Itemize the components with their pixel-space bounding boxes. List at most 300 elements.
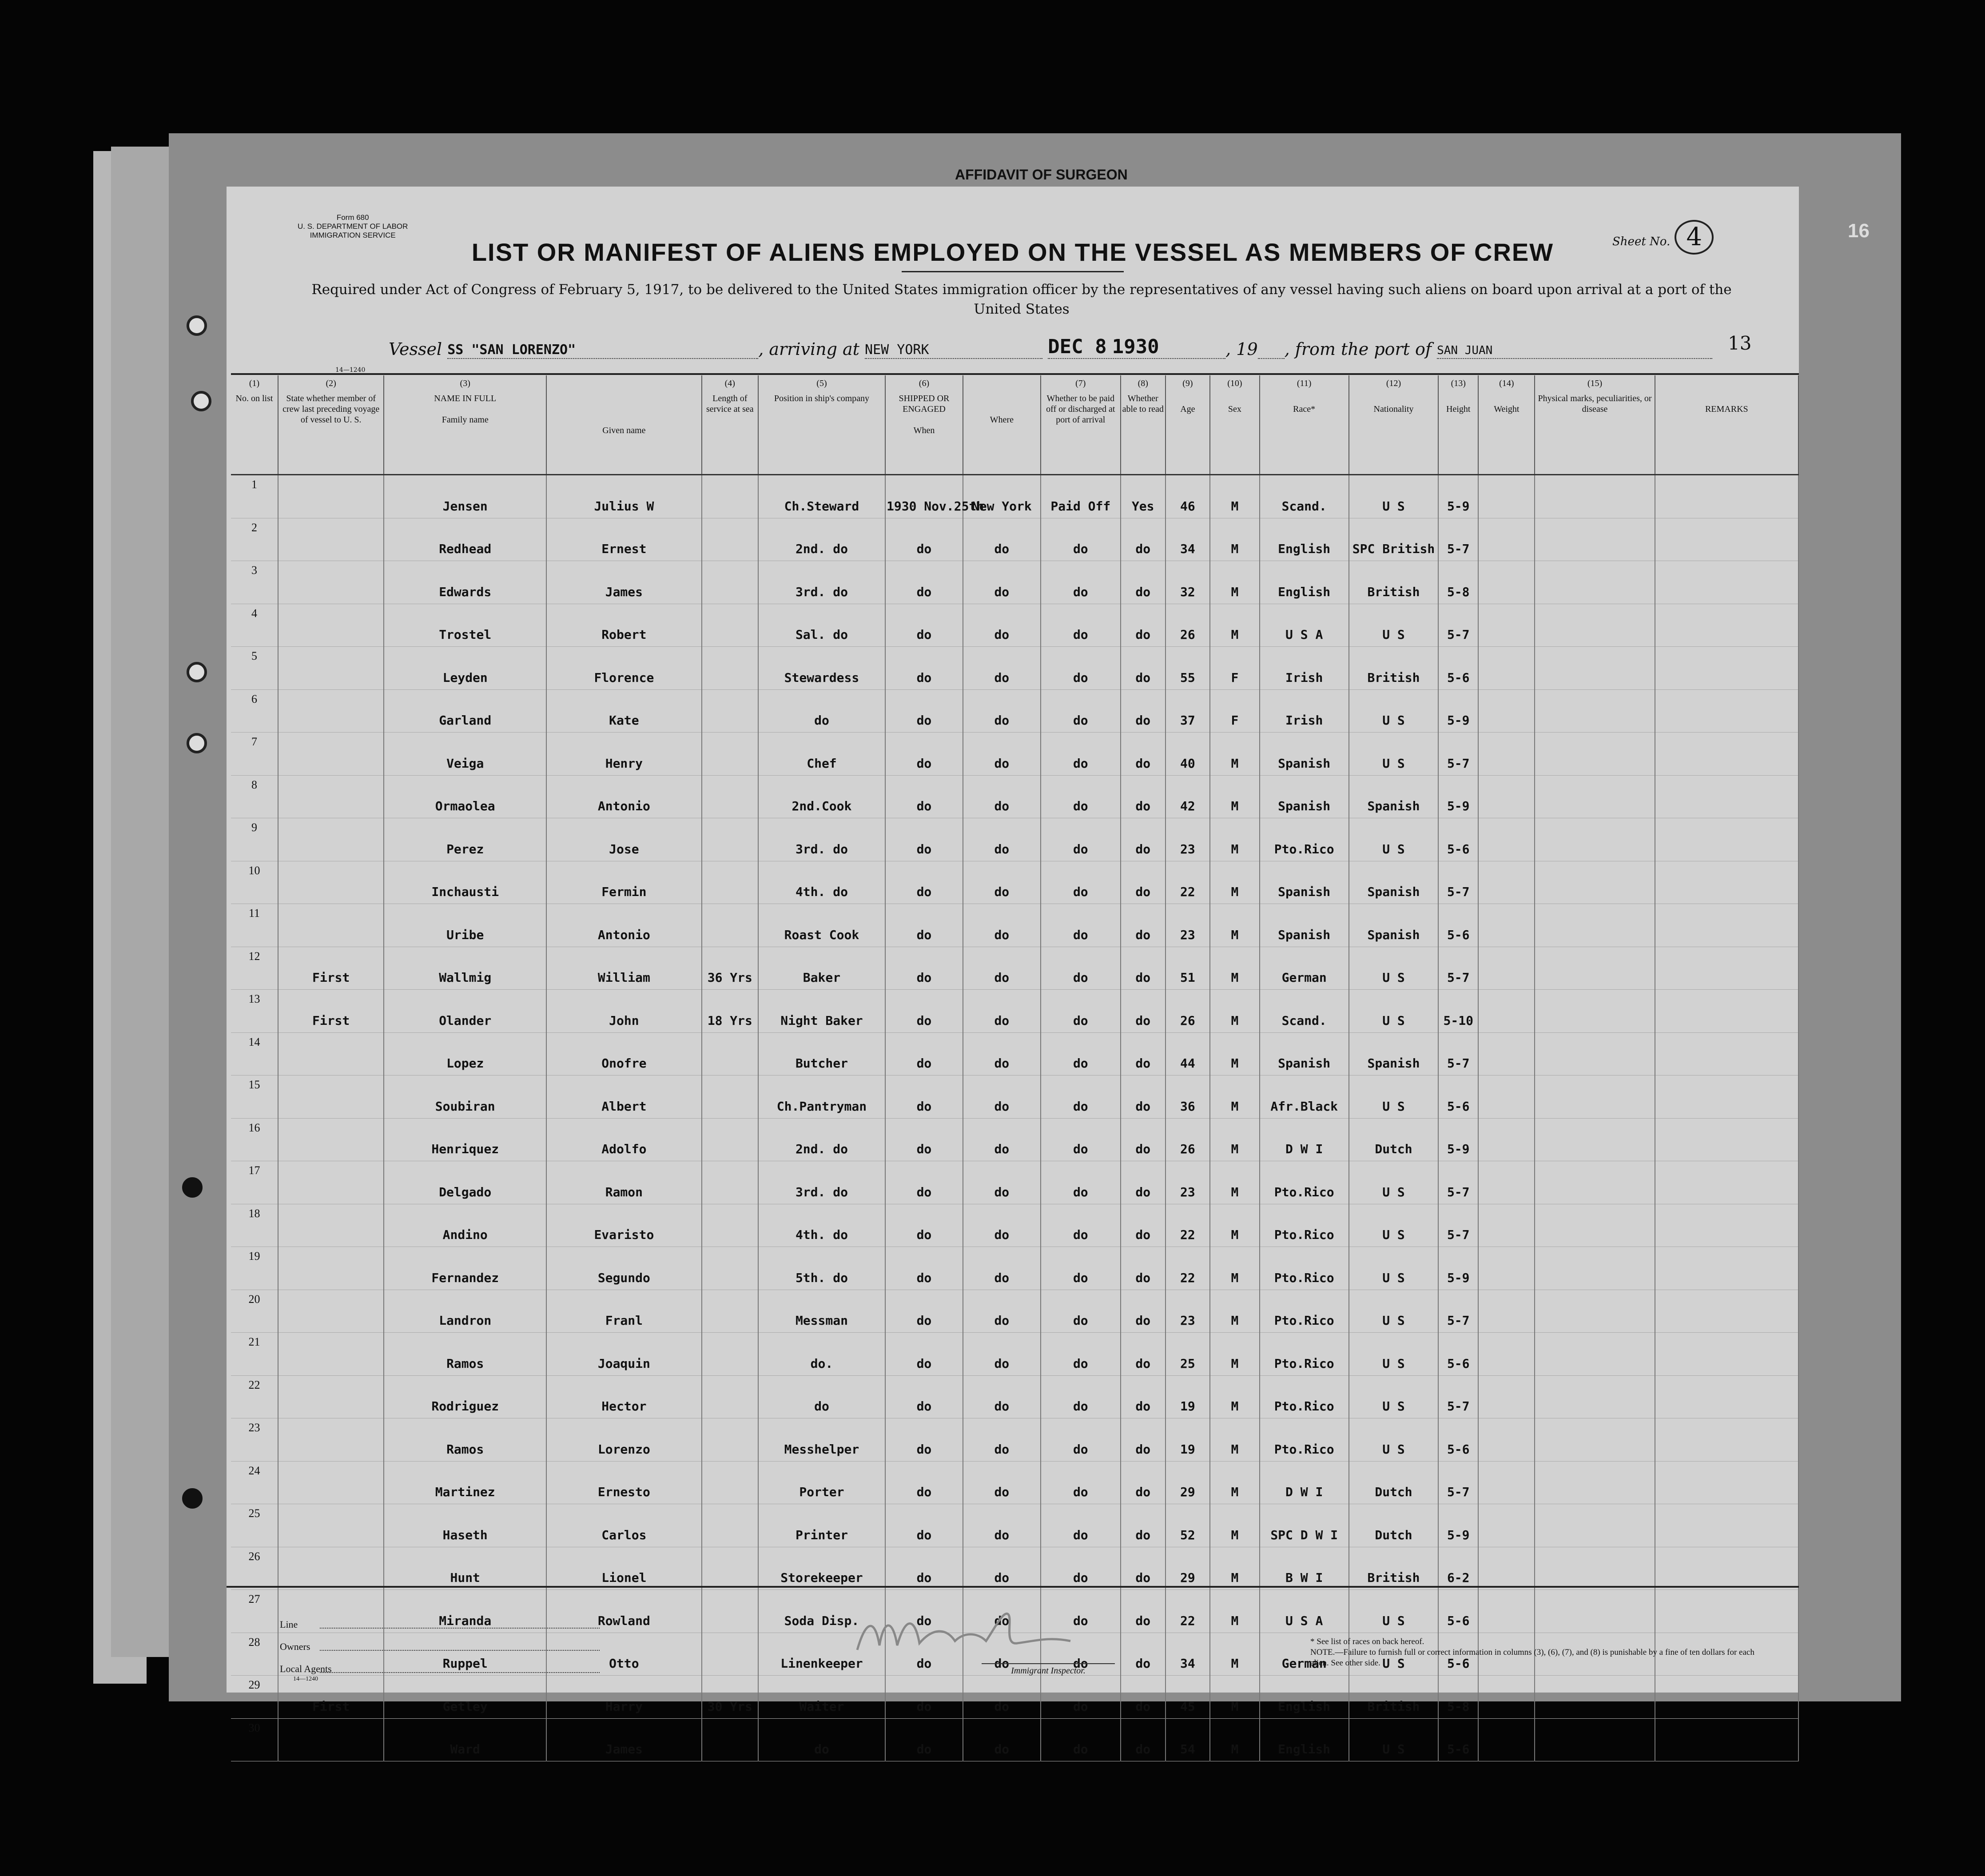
position-cell: do	[758, 689, 885, 733]
shipped-where-cell: do	[963, 1418, 1041, 1462]
previous-voyage-cell	[278, 1547, 384, 1590]
service-length-cell	[702, 647, 758, 690]
position-cell: Butcher	[758, 1032, 885, 1075]
sex-cell: M	[1210, 1204, 1259, 1247]
sex-cell: M	[1210, 1375, 1259, 1418]
position-cell: do.	[758, 1333, 885, 1376]
height-cell: 5-8	[1438, 1676, 1478, 1719]
given-name-cell: Evaristo	[546, 1204, 702, 1247]
shipped-when-cell: do	[885, 647, 963, 690]
family-name-cell: Miranda	[384, 1590, 546, 1633]
given-name-cell: Antonio	[546, 775, 702, 818]
height-cell: 5-7	[1438, 1375, 1478, 1418]
sex-cell: M	[1210, 1547, 1259, 1590]
remarks-cell	[1655, 818, 1798, 861]
weight-cell	[1478, 1075, 1535, 1119]
physical-marks-cell	[1535, 775, 1655, 818]
race-cell: English	[1260, 1718, 1349, 1761]
able-to-read-cell: do	[1121, 1032, 1166, 1075]
race-cell: English	[1260, 518, 1349, 561]
given-name-cell: William	[546, 947, 702, 990]
sex-cell: M	[1210, 1075, 1259, 1119]
remarks-cell	[1655, 1204, 1798, 1247]
owners-label: Owners	[280, 1641, 310, 1652]
weight-cell	[1478, 1375, 1535, 1418]
height-cell: 5-6	[1438, 647, 1478, 690]
age-cell: 26	[1166, 1118, 1210, 1161]
height-cell: 5-7	[1438, 604, 1478, 647]
age-cell: 26	[1166, 604, 1210, 647]
shipped-where-cell: do	[963, 561, 1041, 604]
able-to-read-cell: do	[1121, 1290, 1166, 1333]
row-number-cell: 26	[231, 1547, 278, 1590]
family-name-cell: Ward	[384, 1718, 546, 1761]
remarks-cell	[1655, 561, 1798, 604]
remarks-cell	[1655, 775, 1798, 818]
position-cell: 2nd. do	[758, 1118, 885, 1161]
race-cell: Pto.Rico	[1260, 1333, 1349, 1376]
sex-cell: M	[1210, 947, 1259, 990]
shipped-when-cell: do	[885, 1161, 963, 1204]
previous-voyage-cell	[278, 1075, 384, 1119]
weight-cell	[1478, 1204, 1535, 1247]
previous-voyage-cell	[278, 1290, 384, 1333]
paid-off-cell: do	[1041, 1633, 1121, 1676]
position-cell: 3rd. do	[758, 1161, 885, 1204]
footer-notes: * See list of races on back hereof. NOTE.—Failure to furnish full or correct information in columns (3), (6), (7), and (8) is punishable by a fine of ten dollars for each alien. See other side.	[1310, 1637, 1754, 1668]
given-name-cell: Albert	[546, 1075, 702, 1119]
shipped-where-cell: do	[963, 990, 1041, 1033]
row-number-cell: 20	[231, 1290, 278, 1333]
service-length-cell	[702, 1247, 758, 1290]
paid-off-cell: do	[1041, 604, 1121, 647]
left-page-edge-2	[111, 147, 169, 1657]
given-name-cell: Joaquin	[546, 1333, 702, 1376]
shipped-where-cell: do	[963, 1032, 1041, 1075]
race-cell: Spanish	[1260, 904, 1349, 947]
position-cell: 4th. do	[758, 1204, 885, 1247]
age-cell: 22	[1166, 1590, 1210, 1633]
row-number-cell: 24	[231, 1461, 278, 1504]
position-cell: 3rd. do	[758, 818, 885, 861]
able-to-read-cell: do	[1121, 1333, 1166, 1376]
position-cell: 5th. do	[758, 1247, 885, 1290]
table-row	[231, 1333, 1798, 1376]
family-name-cell: Martinez	[384, 1461, 546, 1504]
given-name-cell: Harry	[546, 1676, 702, 1719]
remarks-cell	[1655, 475, 1798, 518]
position-cell: do	[758, 1375, 885, 1418]
physical-marks-cell	[1535, 518, 1655, 561]
nationality-cell: Spanish	[1349, 861, 1438, 904]
height-cell: 5-9	[1438, 775, 1478, 818]
physical-marks-cell	[1535, 561, 1655, 604]
height-cell: 6-2	[1438, 1547, 1478, 1590]
table-row	[231, 475, 1798, 518]
position-cell: Sal. do	[758, 604, 885, 647]
race-cell: Afr.Black	[1260, 1075, 1349, 1119]
age-cell: 37	[1166, 689, 1210, 733]
line-field	[320, 1628, 600, 1629]
shipped-when-cell: do	[885, 733, 963, 776]
nationality-cell: U S	[1349, 947, 1438, 990]
paid-off-cell: do	[1041, 689, 1121, 733]
service-length-cell	[702, 604, 758, 647]
nationality-cell: U S	[1349, 1718, 1438, 1761]
service-length-cell	[702, 1204, 758, 1247]
table-row	[231, 1075, 1798, 1119]
remarks-cell	[1655, 733, 1798, 776]
nationality-cell: U S	[1349, 733, 1438, 776]
height-cell: 5-9	[1438, 1504, 1478, 1547]
shipped-when-cell: do	[885, 861, 963, 904]
paid-off-cell: do	[1041, 518, 1121, 561]
nationality-cell: Dutch	[1349, 1461, 1438, 1504]
family-name-cell: Trostel	[384, 604, 546, 647]
sex-cell: M	[1210, 1718, 1259, 1761]
shipped-when-cell: do	[885, 818, 963, 861]
family-name-cell: Leyden	[384, 647, 546, 690]
nationality-cell: U S	[1349, 689, 1438, 733]
previous-voyage-cell	[278, 733, 384, 776]
binder-hole	[191, 391, 211, 411]
crew-table	[231, 375, 1799, 1761]
col-paid-off: (7) Whether to be paid off or discharged at port of arrival	[1041, 375, 1121, 475]
sex-cell: M	[1210, 733, 1259, 776]
shipped-when-cell: do	[885, 1504, 963, 1547]
race-cell: Pto.Rico	[1260, 1418, 1349, 1462]
shipped-when-cell: do	[885, 904, 963, 947]
height-cell: 5-6	[1438, 1333, 1478, 1376]
shipped-when-cell: do	[885, 1547, 963, 1590]
position-cell: Soda Disp.	[758, 1590, 885, 1633]
nationality-cell: U S	[1349, 1590, 1438, 1633]
age-cell: 23	[1166, 904, 1210, 947]
height-cell: 5-9	[1438, 1247, 1478, 1290]
nationality-cell: U S	[1349, 1633, 1438, 1676]
shipped-when-cell: do	[885, 518, 963, 561]
row-number-cell: 11	[231, 904, 278, 947]
age-cell: 54	[1166, 1718, 1210, 1761]
physical-marks-cell	[1535, 1032, 1655, 1075]
weight-cell	[1478, 1161, 1535, 1204]
inspector-signature	[848, 1601, 1115, 1663]
physical-marks-cell	[1535, 1418, 1655, 1462]
position-cell: 4th. do	[758, 861, 885, 904]
row-number-cell: 7	[231, 733, 278, 776]
able-to-read-cell: do	[1121, 861, 1166, 904]
race-cell: U S A	[1260, 1590, 1349, 1633]
age-cell: 36	[1166, 1075, 1210, 1119]
shipped-when-cell: do	[885, 1118, 963, 1161]
line-label: Line	[280, 1619, 298, 1630]
table-row	[231, 1118, 1798, 1161]
col-shipped-when: (6) SHIPPED OR ENGAGED When	[885, 375, 963, 475]
agents-field	[320, 1672, 600, 1673]
age-cell: 40	[1166, 733, 1210, 776]
shipped-when-cell: do	[885, 561, 963, 604]
sex-cell: M	[1210, 1118, 1259, 1161]
given-name-cell: Carlos	[546, 1504, 702, 1547]
row-number-cell: 3	[231, 561, 278, 604]
table-row	[231, 733, 1798, 776]
able-to-read-cell: do	[1121, 775, 1166, 818]
race-cell: German	[1260, 947, 1349, 990]
binder-hole	[182, 1488, 203, 1509]
shipped-when-cell: do	[885, 1032, 963, 1075]
nationality-cell: British	[1349, 561, 1438, 604]
able-to-read-cell: do	[1121, 1161, 1166, 1204]
able-to-read-cell: Yes	[1121, 475, 1166, 518]
able-to-read-cell: do	[1121, 561, 1166, 604]
service-length-cell	[702, 1504, 758, 1547]
manifest-title: LIST OR MANIFEST OF ALIENS EMPLOYED ON THE VESSEL AS MEMBERS OF CREW	[471, 238, 1554, 266]
physical-marks-cell	[1535, 647, 1655, 690]
paid-off-cell: do	[1041, 1418, 1121, 1462]
nationality-cell: U S	[1349, 1290, 1438, 1333]
shipped-when-cell: do	[885, 1075, 963, 1119]
height-cell: 5-6	[1438, 818, 1478, 861]
row-number-cell: 19	[231, 1247, 278, 1290]
weight-cell	[1478, 1247, 1535, 1290]
remarks-cell	[1655, 1290, 1798, 1333]
given-name-cell: Henry	[546, 733, 702, 776]
previous-voyage-cell	[278, 604, 384, 647]
arrival-date: DEC 8	[1048, 335, 1107, 358]
sex-cell: M	[1210, 1633, 1259, 1676]
vessel-name: SS "SAN LORENZO"	[447, 342, 576, 358]
family-name-cell: Edwards	[384, 561, 546, 604]
table-row	[231, 561, 1798, 604]
age-cell: 34	[1166, 518, 1210, 561]
paid-off-cell: do	[1041, 733, 1121, 776]
given-name-cell: Rowland	[546, 1590, 702, 1633]
shipped-when-cell: do	[885, 1375, 963, 1418]
given-name-cell: Ramon	[546, 1161, 702, 1204]
paid-off-cell: Paid Off	[1041, 475, 1121, 518]
age-cell: 32	[1166, 561, 1210, 604]
able-to-read-cell: do	[1121, 1461, 1166, 1504]
position-cell: 2nd. do	[758, 518, 885, 561]
previous-voyage-cell	[278, 647, 384, 690]
position-cell: Chef	[758, 733, 885, 776]
race-cell: Pto.Rico	[1260, 1161, 1349, 1204]
affidavit-heading: AFFIDAVIT OF SURGEON	[955, 167, 1128, 183]
race-cell: Spanish	[1260, 861, 1349, 904]
able-to-read-cell: do	[1121, 1504, 1166, 1547]
paid-off-cell: do	[1041, 1547, 1121, 1590]
paid-off-cell: do	[1041, 1461, 1121, 1504]
physical-marks-cell	[1535, 604, 1655, 647]
height-cell: 5-6	[1438, 1075, 1478, 1119]
age-cell: 23	[1166, 1290, 1210, 1333]
previous-voyage-cell	[278, 1204, 384, 1247]
agents-label: Local Agents	[280, 1663, 332, 1674]
able-to-read-cell: do	[1121, 947, 1166, 990]
age-cell: 45	[1166, 1676, 1210, 1719]
able-to-read-cell: do	[1121, 1676, 1166, 1719]
height-cell: 5-9	[1438, 1118, 1478, 1161]
race-cell: Scand.	[1260, 475, 1349, 518]
paid-off-cell: do	[1041, 1333, 1121, 1376]
age-cell: 46	[1166, 475, 1210, 518]
position-cell: 3rd. do	[758, 561, 885, 604]
remarks-cell	[1655, 1161, 1798, 1204]
table-row	[231, 904, 1798, 947]
departure-port: SAN JUAN	[1437, 344, 1493, 357]
weight-cell	[1478, 604, 1535, 647]
race-cell: SPC D W I	[1260, 1504, 1349, 1547]
col-family-name: (3) NAME IN FULL Family name	[384, 375, 546, 475]
nationality-cell: U S	[1349, 1333, 1438, 1376]
service-length-cell: 30 Yrs	[702, 1676, 758, 1719]
physical-marks-cell	[1535, 1161, 1655, 1204]
nationality-cell: British	[1349, 1676, 1438, 1719]
height-cell: 5-6	[1438, 1633, 1478, 1676]
family-name-cell: Henriquez	[384, 1118, 546, 1161]
race-cell: Spanish	[1260, 1032, 1349, 1075]
previous-voyage-cell	[278, 1418, 384, 1462]
race-cell: Spanish	[1260, 733, 1349, 776]
weight-cell	[1478, 1032, 1535, 1075]
position-cell: Linenkeeper	[758, 1633, 885, 1676]
sex-cell: M	[1210, 990, 1259, 1033]
shipped-where-cell: do	[963, 775, 1041, 818]
shipped-when-cell: do	[885, 1204, 963, 1247]
position-cell: Porter	[758, 1461, 885, 1504]
physical-marks-cell	[1535, 818, 1655, 861]
previous-voyage-cell	[278, 861, 384, 904]
sex-cell: M	[1210, 1504, 1259, 1547]
height-cell: 5-6	[1438, 1418, 1478, 1462]
height-cell: 5-7	[1438, 1032, 1478, 1075]
paid-off-cell: do	[1041, 1504, 1121, 1547]
nationality-cell: Dutch	[1349, 1118, 1438, 1161]
able-to-read-cell: do	[1121, 518, 1166, 561]
family-name-cell: Ramos	[384, 1333, 546, 1376]
service-length-cell	[702, 1161, 758, 1204]
col-physical-marks: (15) Physical marks, peculiarities, or disease	[1535, 375, 1655, 475]
able-to-read-cell: do	[1121, 1547, 1166, 1590]
height-cell: 5-7	[1438, 1204, 1478, 1247]
age-cell: 25	[1166, 1333, 1210, 1376]
vessel-line: Vessel SS "SAN LORENZO" , arriving at NEW YORK DEC 8 1930 , 19 , from the port of SAN JUAN	[389, 335, 1712, 359]
remarks-cell	[1655, 518, 1798, 561]
race-cell: Scand.	[1260, 990, 1349, 1033]
remarks-cell	[1655, 647, 1798, 690]
col-previous-voyage: (2) State whether member of crew last preceding voyage of vessel to U. S.	[278, 375, 384, 475]
shipped-when-cell: do	[885, 947, 963, 990]
paid-off-cell: do	[1041, 775, 1121, 818]
nationality-cell: British	[1349, 647, 1438, 690]
remarks-cell	[1655, 1418, 1798, 1462]
table-row	[231, 1461, 1798, 1504]
height-cell: 5-9	[1438, 689, 1478, 733]
service-length-cell	[702, 1032, 758, 1075]
paid-off-cell: do	[1041, 1118, 1121, 1161]
row-number-cell: 9	[231, 818, 278, 861]
table-row	[231, 689, 1798, 733]
manifest-sheet	[227, 187, 1799, 1757]
given-name-cell: Jose	[546, 818, 702, 861]
physical-marks-cell	[1535, 1461, 1655, 1504]
family-name-cell: Hunt	[384, 1547, 546, 1590]
shipped-when-cell: do	[885, 689, 963, 733]
given-name-cell: Onofre	[546, 1032, 702, 1075]
shipped-where-cell: do	[963, 1247, 1041, 1290]
shipped-when-cell: 1930 Nov.25th	[885, 475, 963, 518]
height-cell: 5-10	[1438, 990, 1478, 1033]
physical-marks-cell	[1535, 1333, 1655, 1376]
table-row	[231, 818, 1798, 861]
weight-cell	[1478, 561, 1535, 604]
remarks-cell	[1655, 1075, 1798, 1119]
able-to-read-cell: do	[1121, 1590, 1166, 1633]
shipped-where-cell: do	[963, 689, 1041, 733]
paid-off-cell: do	[1041, 1247, 1121, 1290]
sex-cell: F	[1210, 689, 1259, 733]
physical-marks-cell	[1535, 904, 1655, 947]
able-to-read-cell: do	[1121, 647, 1166, 690]
age-cell: 22	[1166, 1204, 1210, 1247]
given-name-cell: Julius W	[546, 475, 702, 518]
remarks-cell	[1655, 1461, 1798, 1504]
shipped-where-cell: do	[963, 1290, 1041, 1333]
weight-cell	[1478, 1461, 1535, 1504]
family-name-cell: Ruppel	[384, 1633, 546, 1676]
table-row	[231, 518, 1798, 561]
remarks-cell	[1655, 1032, 1798, 1075]
family-name-cell: Uribe	[384, 904, 546, 947]
previous-voyage-cell: First	[278, 947, 384, 990]
table-row	[231, 1504, 1798, 1547]
row-number-cell: 21	[231, 1333, 278, 1376]
sex-cell: M	[1210, 518, 1259, 561]
row-number-cell: 29	[231, 1676, 278, 1719]
given-name-cell: Kate	[546, 689, 702, 733]
weight-cell	[1478, 647, 1535, 690]
paid-off-cell: do	[1041, 1676, 1121, 1719]
shipped-where-cell: do	[963, 1676, 1041, 1719]
family-name-cell: Landron	[384, 1290, 546, 1333]
position-cell: do	[758, 1718, 885, 1761]
row-number-cell: 28	[231, 1633, 278, 1676]
sex-cell: M	[1210, 818, 1259, 861]
nationality-cell: British	[1349, 1547, 1438, 1590]
able-to-read-cell: do	[1121, 1418, 1166, 1462]
row-number-cell: 8	[231, 775, 278, 818]
position-cell: Messman	[758, 1290, 885, 1333]
sheet-number: Sheet No. 4	[1612, 220, 1714, 255]
table-row	[231, 861, 1798, 904]
shipped-where-cell: do	[963, 818, 1041, 861]
sex-cell: M	[1210, 1676, 1259, 1719]
weight-cell	[1478, 904, 1535, 947]
table-row	[231, 990, 1798, 1033]
physical-marks-cell	[1535, 475, 1655, 518]
sex-cell: M	[1210, 475, 1259, 518]
race-cell: Pto.Rico	[1260, 1247, 1349, 1290]
paid-off-cell: do	[1041, 1161, 1121, 1204]
shipped-where-cell: do	[963, 1461, 1041, 1504]
family-name-cell: Fernandez	[384, 1247, 546, 1290]
weight-cell	[1478, 1718, 1535, 1761]
family-name-cell: Rodriguez	[384, 1375, 546, 1418]
sex-cell: M	[1210, 604, 1259, 647]
paid-off-cell: do	[1041, 1590, 1121, 1633]
table-row	[231, 1161, 1798, 1204]
service-length-cell	[702, 1418, 758, 1462]
